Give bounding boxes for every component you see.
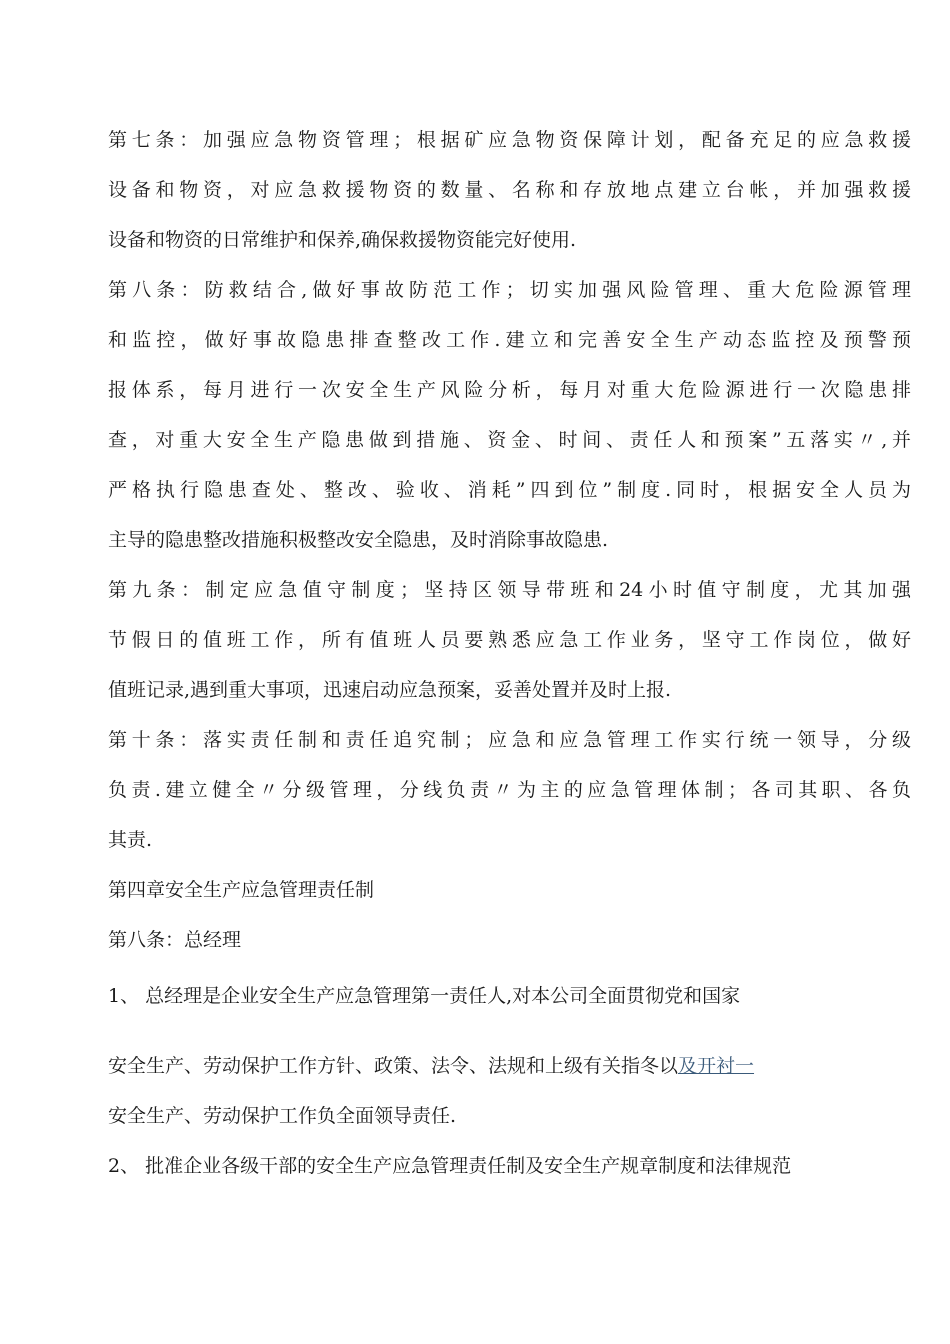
paragraph-line — [108, 1054, 754, 1078]
paragraph-line: 查，对重大安全生产隐患做到措施、资金、时间、责任人和预案”五落实〃,并 — [108, 429, 911, 451]
paragraph-line: 和监控，做好事故隐患排查整改工作.建立和完善安全生产动态监控及预警预 — [108, 329, 911, 351]
paragraph-line: 报体系，每月进行一次安全生产风险分析，每月对重大危险源进行一次隐患排 — [108, 379, 911, 401]
paragraph-line: 第七条：加强应急物资管理；根据矿应急物资保障计划，配备充足的应急救援 — [108, 129, 911, 151]
chapter-heading: 第四章安全生产应急管理责任制 — [108, 879, 375, 901]
paragraph-line: 其责. — [108, 829, 153, 851]
paragraph-line: 主导的隐患整改措施积极整改安全隐患，及时消除事故隐患. — [108, 529, 609, 551]
paragraph-line: 负责.建立健全〃分级管理，分线负责〃为主的应急管理体制；各司其职、各负 — [108, 779, 911, 801]
paragraph-line: 第十条：落实责任制和责任追究制；应急和应急管理工作实行统一领导，分级 — [108, 729, 911, 751]
paragraph-line: 值班记录,遇到重大事项，迅速启动应急预案，妥善处置并及时上报. — [108, 679, 672, 701]
paragraph-line: 设备和物资的日常维护和保养,确保救援物资能完好使用. — [108, 229, 577, 251]
paragraph-line: 第九条：制定应急值守制度；坚持区领导带班和24小时值守制度，尤其加强 — [108, 579, 911, 601]
paragraph-line: 安全生产、劳动保护工作负全面领导责任. — [108, 1105, 457, 1127]
section-heading: 第八条：总经理 — [108, 929, 242, 951]
paragraph-line: 设备和物资，对应急救援物资的数量、名称和存放地点建立台帐，并加强救援 — [108, 179, 911, 201]
paragraph-line: 节假日的值班工作，所有值班人员要熟悉应急工作业务，坚守工作岗位，做好 — [108, 629, 911, 651]
paragraph-text: 安全生产、劳动保护工作方针、政策、法令、法规和上级有关指冬以 — [108, 1055, 679, 1077]
list-item: 1、 总经理是企业安全生产应急管理第一责任人,对本公司全面贯彻党和国家 — [108, 985, 741, 1007]
paragraph-line: 严格执行隐患查处、整改、验收、消耗”四到位”制度.同时，根据安全人员为 — [108, 479, 911, 501]
underlined-text: 及开衬一 — [678, 1055, 755, 1077]
list-item: 2、 批准企业各级干部的安全生产应急管理责任制及安全生产规章制度和法律规范 — [108, 1155, 792, 1177]
paragraph-line: 第八条：防救结合,做好事故防范工作；切实加强风险管理、重大危险源管理 — [108, 279, 911, 301]
